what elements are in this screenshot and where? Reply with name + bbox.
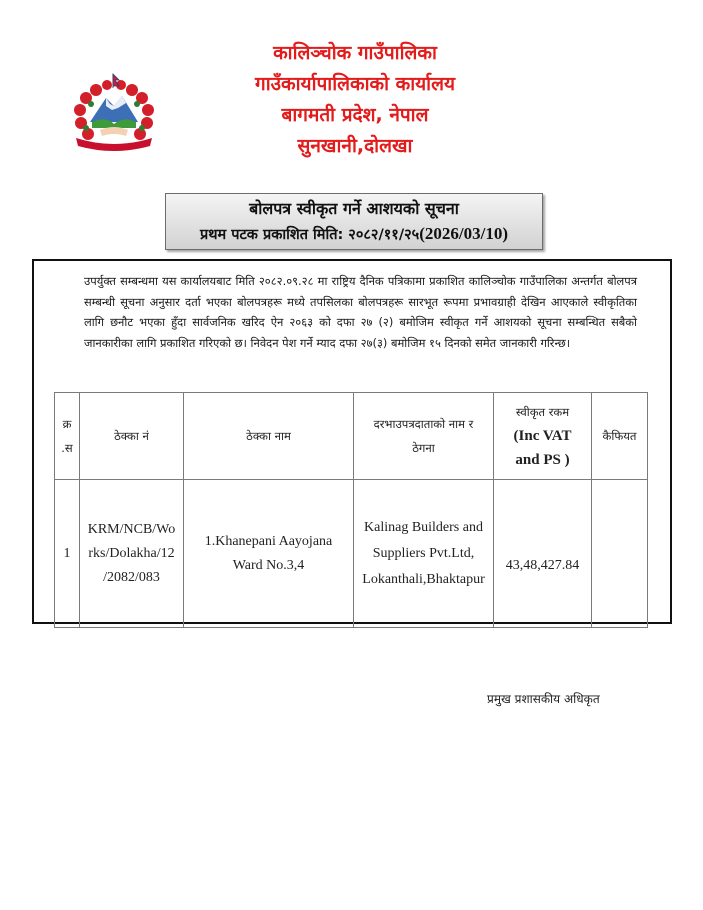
header-approved-amount xyxy=(494,393,592,480)
nepal-emblem-icon xyxy=(66,68,162,152)
header-serial-number-line1: क्र xyxy=(62,417,72,431)
header-contract-no: ठेक्का नं xyxy=(80,393,184,480)
contract-no-line: rks/Dolakha/12 xyxy=(88,545,175,561)
header-amount-line3: and PS ) xyxy=(515,452,570,468)
cell-serial-number: 1 xyxy=(55,480,80,628)
location: सुनखानी,दोलखा xyxy=(297,135,413,157)
cell-contract-name xyxy=(184,480,354,628)
contract-no-line: KRM/NCB/Wo xyxy=(87,521,176,537)
office-heading xyxy=(205,38,505,162)
header-amount-line1: स्वीकृत रकम xyxy=(515,405,570,419)
header-amount-line2: (Inc VAT xyxy=(513,428,572,444)
award-table xyxy=(54,392,648,628)
signature-title: प्रमुख प्रशासकीय अधिकृत xyxy=(487,692,600,706)
cell-approved-amount: 43,48,427.84 xyxy=(494,480,592,628)
notice-frame xyxy=(32,259,672,624)
publication-date xyxy=(166,222,542,247)
notice-title: बोलपत्र स्वीकृत गर्ने आशयको सूचना xyxy=(249,199,459,218)
header-contract-name: ठेक्का नाम xyxy=(184,393,354,480)
header-bidder-text: दरभाउपत्रदाताको नाम र ठेगना xyxy=(373,417,474,455)
contract-name-line: 1.Khanepani Aayojana xyxy=(204,533,333,549)
bidder-line: Suppliers Pvt.Ltd, xyxy=(372,545,475,561)
province-country: बागमती प्रदेश, नेपाल xyxy=(281,104,429,126)
header-serial-number xyxy=(55,393,80,480)
table-row xyxy=(55,480,648,628)
cell-remarks xyxy=(592,480,648,628)
contract-name-line: Ward No.3,4 xyxy=(232,557,305,573)
table-header-row xyxy=(55,393,648,480)
cell-contract-no xyxy=(80,480,184,628)
notice-title-box xyxy=(165,193,543,250)
header-bidder xyxy=(354,393,494,480)
publication-date-ad: (2026/03/10) xyxy=(419,224,509,243)
bidder-line: Lokanthali,Bhaktapur xyxy=(362,571,485,587)
bidder-line: Kalinag Builders and xyxy=(364,519,483,535)
cell-bidder xyxy=(354,480,494,628)
header-serial-number-line2: .स xyxy=(61,441,73,455)
municipality-name: कालिञ्चोक गाउँपालिका xyxy=(273,42,437,64)
publication-date-bs: प्रथम पटक प्रकाशित मिति: २०८२/११/२५ xyxy=(199,227,420,243)
notice-body: उपर्युक्त सम्बन्धमा यस कार्यालयबाट मिति २०८२.०९.२८ मा राष्ट्रिय दैनिक पत्रिकामा प्रकाशित कालिञ्चोक गाउँपालिका अन्तर्गत बोलपत्र सम्बन्धी सूचना अनुसार दर्ता भएका बोलपत्रहरू मध्ये तपसिलका बोलपत्रहरू सारभूत रूपमा प्रभावग्राही देखिन आएकाले स्वीकृतिका लागि छनौट भएका हुँदा सार्वजनिक खरिद ऐन २०६३ को दफा २७ (२) बमोजिम स्वीकृत गर्ने आशयको सूचना सम्बन्धित सबैको जानकारीका लागि प्रकाशित गरिएको छ। निवेदन पेश गर्ने म्याद दफा २७(३) बमोजिम १५ दिनको समेत जानकारी गरिन्छ। xyxy=(84,274,637,350)
contract-no-line: /2082/083 xyxy=(103,569,160,585)
header-remarks: कैफियत xyxy=(592,393,648,480)
office-name: गाउँकार्यापालिकाको कार्यालय xyxy=(255,73,455,95)
